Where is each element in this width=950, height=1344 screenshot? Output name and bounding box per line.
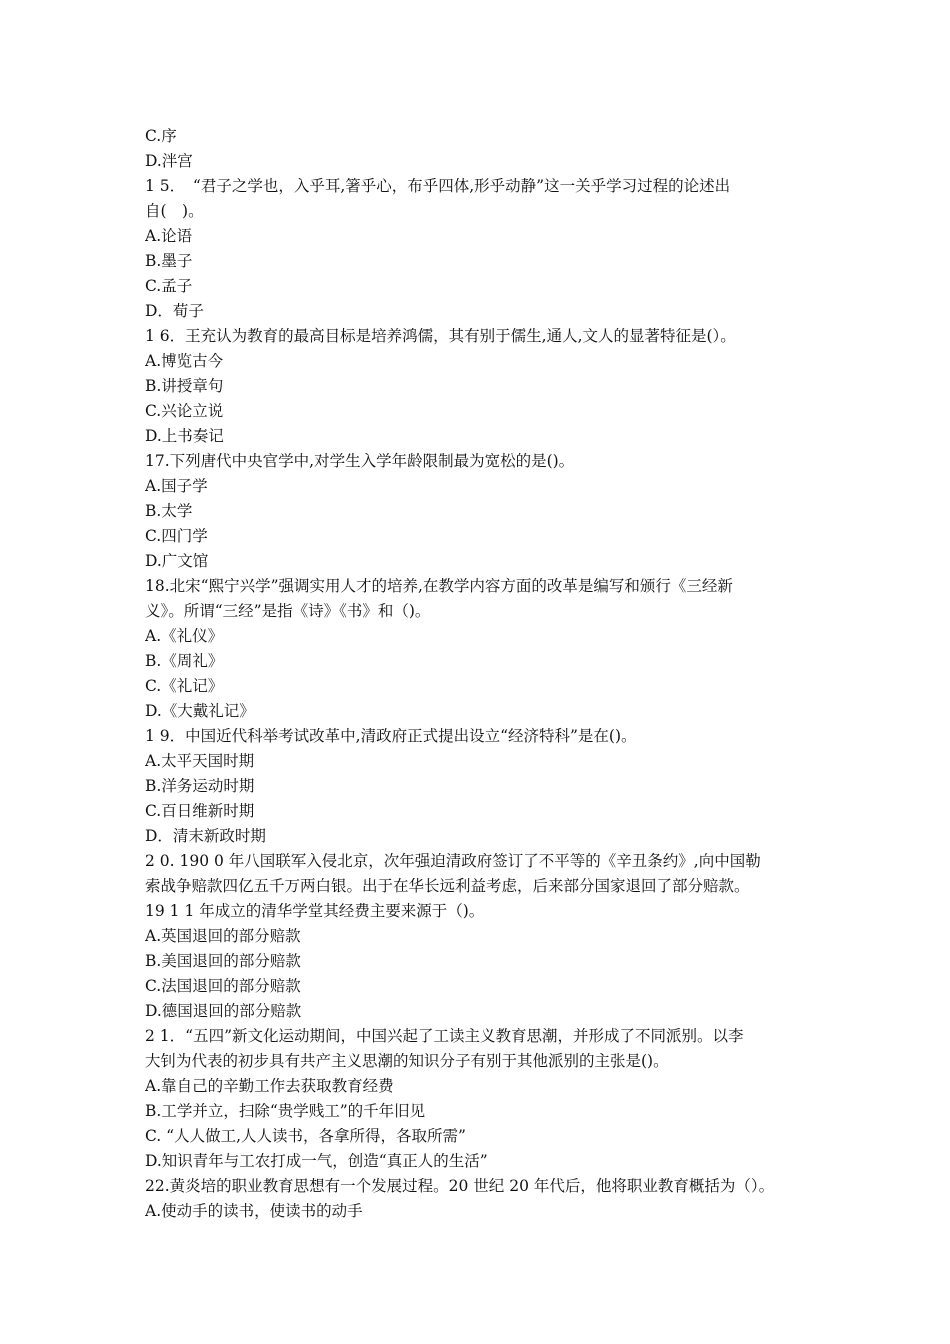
option-a: A.英国退回的部分赔款 xyxy=(145,927,301,945)
option-d: D．荀子 xyxy=(145,302,204,320)
text-line: 义》。所谓“三经”是指《诗》《书》和（)。 xyxy=(145,602,431,620)
text-line: C.序 xyxy=(145,127,177,145)
option-b: B.太学 xyxy=(145,502,193,520)
question-18: 18.北宋“熙宁兴学”强调实用人才的培养,在教学内容方面的改革是编写和颁行《三经新 xyxy=(145,577,733,595)
option-a: A.靠自己的辛勤工作去获取教育经费 xyxy=(145,1077,394,1095)
option-b: B.工学并立，扫除“贵学贱工”的千年旧见 xyxy=(145,1102,426,1120)
question-17: 17.下列唐代中央官学中,对学生入学年龄限制最为宽松的是()。 xyxy=(145,452,575,470)
option-b: B.洋务运动时期 xyxy=(145,777,255,795)
question-20: 2 0. 190 0 年八国联军入侵北京，次年强迫清政府签订了不平等的《辛丑条约》,向中国勒 xyxy=(145,852,761,870)
question-22: 22.黄炎培的职业教育思想有一个发展过程。20 世纪 20 年代后，他将职业教育概括为（）。 xyxy=(145,1177,775,1195)
question-16: 1 6．王充认为教育的最高目标是培养鸿儒，其有别于儒生,通人,文人的显著特征是(）。 xyxy=(145,327,736,345)
text-line: 自( )。 xyxy=(145,202,204,220)
option-d: D.德国退回的部分赔款 xyxy=(145,1002,302,1020)
option-a: A.国子学 xyxy=(145,477,208,495)
option-c: C.《礼记》 xyxy=(145,677,224,695)
option-d: D.《大戴礼记》 xyxy=(145,702,255,720)
option-d: D.知识青年与工农打成一气，创造“真正人的生活” xyxy=(145,1152,488,1170)
text-line: 19 1 1 年成立的清华学堂其经费主要来源于（)。 xyxy=(145,902,485,920)
option-a: A.论语 xyxy=(145,227,193,245)
text-line: 大钊为代表的初步具有共产主义思潮的知识分子有别于其他派别的主张是()。 xyxy=(145,1052,669,1070)
option-d: D.上书奏记 xyxy=(145,427,224,445)
question-19: 1 9．中国近代科举考试改革中,清政府正式提出设立“经济特科”是在()。 xyxy=(145,727,637,745)
option-c: C.法国退回的部分赔款 xyxy=(145,977,301,995)
option-a: A.使动手的读书，使读书的动手 xyxy=(145,1202,363,1220)
text-line: 索战争赔款四亿五千万两白银。出于在华长远利益考虑，后来部分国家退回了部分赔款。 xyxy=(145,877,750,895)
question-15: 1 5． “君子之学也，入乎耳,箸乎心，布乎四体,形乎动静”这一关乎学习过程的论述出 xyxy=(145,177,731,195)
option-c: C.百日维新时期 xyxy=(145,802,255,820)
option-b: B.《周礼》 xyxy=(145,652,224,670)
option-b: B.讲授章句 xyxy=(145,377,224,395)
text-line: D.泮宫 xyxy=(145,152,193,170)
option-d: D.广文馆 xyxy=(145,552,209,570)
option-d: D．清末新政时期 xyxy=(145,827,266,845)
option-c: C.兴论立说 xyxy=(145,402,224,420)
option-b: B.美国退回的部分赔款 xyxy=(145,952,301,970)
option-a: A.太平天国时期 xyxy=(145,752,255,770)
option-a: A.博览古今 xyxy=(145,352,224,370)
option-c: C.孟子 xyxy=(145,277,193,295)
option-c: C. “人人做工,人人读书，各拿所得，各取所需” xyxy=(145,1127,466,1145)
option-a: A.《礼仪》 xyxy=(145,627,224,645)
document-page xyxy=(145,124,817,1224)
question-21: 2 1．“五四”新文化运动期间，中国兴起了工读主义教育思潮，并形成了不同派别。以李 xyxy=(145,1027,744,1045)
option-c: C.四门学 xyxy=(145,527,208,545)
option-b: B.墨子 xyxy=(145,252,193,270)
